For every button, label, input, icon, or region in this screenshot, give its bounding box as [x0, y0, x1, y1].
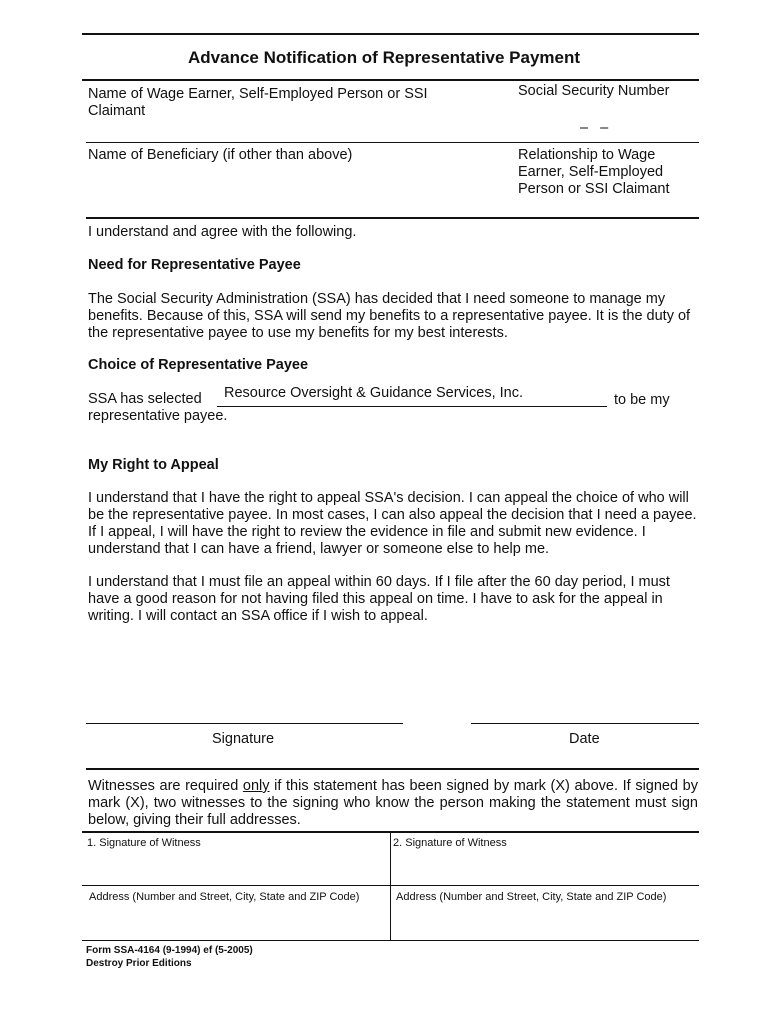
ssn-label: Social Security Number	[518, 83, 670, 99]
choice-heading: Choice of Representative Payee	[88, 357, 309, 373]
rule-beneficiary	[86, 142, 699, 143]
witness-instructions	[88, 778, 698, 829]
witness-post: if this statement has been signed by mark (X) above. If signed by mark (X), two witnesses to the signing who know the person making the statement must sign below, giving their full addresses.	[88, 778, 698, 828]
destroy-note: Destroy Prior Editions	[86, 958, 192, 969]
rule-agreement	[86, 217, 699, 219]
agree-text: I understand and agree with the following.	[88, 224, 357, 240]
rule-wage-earner	[82, 79, 699, 81]
witness-pre: Witnesses are required	[88, 778, 239, 794]
selected-line2: representative payee.	[88, 408, 228, 424]
ssn-dashes[interactable]: – –	[580, 120, 609, 136]
relationship-label: Relationship to Wage Earner, Self-Employed Person or SSI Claimant	[518, 147, 670, 197]
witness-only: only	[242, 778, 270, 794]
date-label: Date	[569, 731, 600, 747]
beneficiary-label: Name of Beneficiary (if other than above)	[88, 147, 353, 163]
appeal-text-2: I understand that I must file an appeal within 60 days. If I file after the 60 day period, I must have a good reason for not having filed this appeal on time. I have to ask for the appeal in writing. I will contact an SSA office if I wish to appeal.	[88, 574, 670, 624]
witness1-signature-field[interactable]: 1. Signature of Witness	[87, 837, 201, 849]
date-line[interactable]	[471, 723, 699, 724]
witness1-address-field[interactable]: Address (Number and Street, City, State and ZIP Code)	[89, 891, 360, 903]
form-title: Advance Notification of Representative Payment	[188, 48, 581, 67]
appeal-text-1: I understand that I have the right to appeal SSA's decision. I can appeal the choice of who will be the representative payee. In most cases, I can also appeal the decision that I need a payee. If I appeal, I will have the right to review the evidence in file and submit new evidence. I understand that I can have a friend, lawyer or someone else to help me.	[88, 490, 697, 557]
selected-prefix: SSA has selected	[88, 391, 202, 407]
witness2-signature-field[interactable]: 2. Signature of Witness	[393, 837, 507, 849]
wage-earner-label: Name of Wage Earner, Self-Employed Person or SSI Claimant	[88, 86, 428, 119]
witness-table	[82, 831, 699, 941]
payee-name-field[interactable]: Resource Oversight & Guidance Services, Inc.	[224, 385, 523, 401]
need-heading: Need for Representative Payee	[88, 257, 301, 273]
appeal-heading: My Right to Appeal	[88, 457, 219, 473]
signature-line[interactable]	[86, 723, 403, 724]
signature-label: Signature	[212, 731, 275, 747]
need-text: The Social Security Administration (SSA) has decided that I need someone to manage my benefits. Because of this, SSA will send my benefits to a representative payee. It is the duty of the representative payee to use my benefits for my best interests.	[88, 291, 691, 341]
selected-suffix: to be my	[614, 392, 670, 408]
witness2-address-field[interactable]: Address (Number and Street, City, State and ZIP Code)	[396, 891, 667, 903]
payee-name-underline	[217, 406, 607, 407]
rule-witness	[86, 768, 699, 770]
form-number: Form SSA-4164 (9-1994) ef (5-2005)	[86, 945, 253, 956]
top-rule	[82, 33, 699, 35]
